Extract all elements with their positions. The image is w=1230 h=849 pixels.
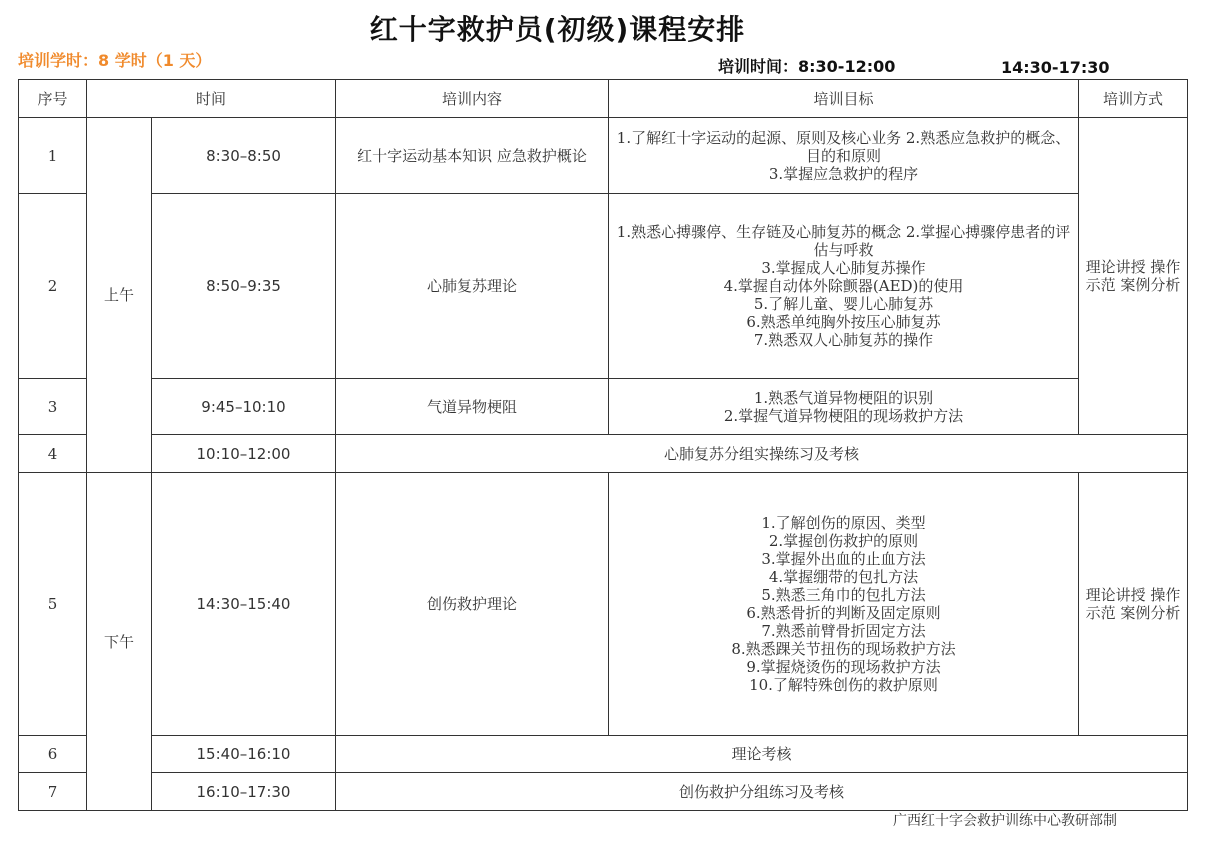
table-row <box>19 194 1188 379</box>
table-row <box>19 379 1188 435</box>
goal-item: 1.了解红十字运动的起源、原则及核心业务 2.熟悉应急救护的概念、目的和原则 <box>616 128 1071 165</box>
row-number: 6 <box>19 736 87 773</box>
goal-item: 1.熟悉气道异物梗阻的识别 <box>753 388 934 407</box>
row-time: 9:45–10:10 <box>152 379 336 435</box>
goal-item: 3.掌握外出血的止血方法 <box>761 550 926 568</box>
row-time: 10:10–12:00 <box>152 435 336 473</box>
table-row <box>19 773 1188 811</box>
table-row <box>19 736 1188 773</box>
schedule-table <box>18 79 1188 811</box>
method-pm: 理论讲授 操作示范 案例分析 <box>1079 473 1188 736</box>
row-number: 5 <box>19 473 87 736</box>
goal-item: 6.熟悉单纯胸外按压心肺复苏 <box>746 313 941 331</box>
row-time: 8:50–9:35 <box>152 194 336 379</box>
header-content: 培训内容 <box>336 80 609 118</box>
row-content: 心肺复苏理论 <box>336 194 609 379</box>
goal-item: 9.掌握烧烫伤的现场救护方法 <box>746 658 941 676</box>
header-method: 培训方式 <box>1079 80 1188 118</box>
header-goals: 培训目标 <box>609 80 1079 118</box>
table-row <box>19 473 1188 736</box>
training-time-am: 培训时间：8:30-12:00 <box>718 57 896 76</box>
row-time: 8:30–8:50 <box>152 118 336 194</box>
row-goals <box>609 473 1079 736</box>
goal-item: 1.熟悉心搏骤停、生存链及心肺复苏的概念 2.掌握心搏骤停患者的评估与呼救 <box>616 223 1071 259</box>
goal-item: 3.掌握应急救护的程序 <box>768 164 919 183</box>
header-time: 时间 <box>87 80 336 118</box>
row-number: 1 <box>19 118 87 194</box>
row-number: 7 <box>19 773 87 811</box>
goal-item: 6.熟悉骨折的判断及固定原则 <box>746 604 941 622</box>
row-content: 创伤救护理论 <box>336 473 609 736</box>
row-time: 16:10–17:30 <box>152 773 336 811</box>
row-goals <box>609 379 1079 435</box>
row-content: 红十字运动基本知识 应急救护概论 <box>336 118 609 194</box>
goal-item: 7.熟悉双人心肺复苏的操作 <box>753 331 934 349</box>
header-no: 序号 <box>19 80 87 118</box>
row-merged-activity: 理论考核 <box>336 736 1188 773</box>
row-number: 3 <box>19 379 87 435</box>
row-goals <box>609 118 1079 194</box>
row-goals <box>609 194 1079 379</box>
row-number: 2 <box>19 194 87 379</box>
goal-item: 8.熟悉踝关节扭伤的现场救护方法 <box>731 640 956 658</box>
row-content: 气道异物梗阻 <box>336 379 609 435</box>
table-row <box>19 435 1188 473</box>
table-row <box>19 118 1188 194</box>
method-am: 理论讲授 操作示范 案例分析 <box>1079 118 1188 435</box>
goal-item: 2.掌握创伤救护的原则 <box>768 532 919 550</box>
row-merged-activity: 创伤救护分组练习及考核 <box>336 773 1188 811</box>
goal-item: 4.掌握自动体外除颤器(AED)的使用 <box>723 277 964 295</box>
goal-item: 5.了解儿童、婴儿心肺复苏 <box>753 295 934 313</box>
goal-item: 3.掌握成人心肺复苏操作 <box>761 259 926 277</box>
row-merged-activity: 心肺复苏分组实操练习及考核 <box>336 435 1188 473</box>
row-time: 14:30–15:40 <box>152 473 336 736</box>
training-time-pm: 14:30-17:30 <box>1001 58 1110 77</box>
training-hours: 培训学时：8 学时（1 天） <box>18 51 212 70</box>
goal-item: 1.了解创伤的原因、类型 <box>761 514 926 532</box>
goal-item: 10.了解特殊创伤的救护原则 <box>749 676 938 694</box>
goal-item: 4.掌握绷带的包扎方法 <box>768 568 919 586</box>
row-time: 15:40–16:10 <box>152 736 336 773</box>
footer-issuer: 广西红十字会救护训练中心教研部制 <box>893 813 1117 829</box>
row-number: 4 <box>19 435 87 473</box>
period-pm: 下午 <box>87 473 152 811</box>
goal-item: 2.掌握气道异物梗阻的现场救护方法 <box>723 406 964 425</box>
goal-item: 7.熟悉前臂骨折固定方法 <box>761 622 926 640</box>
period-am: 上午 <box>87 118 152 473</box>
page-title: 红十字救护员(初级)课程安排 <box>369 13 746 46</box>
header-row <box>19 80 1188 118</box>
goal-item: 5.熟悉三角巾的包扎方法 <box>761 586 926 604</box>
